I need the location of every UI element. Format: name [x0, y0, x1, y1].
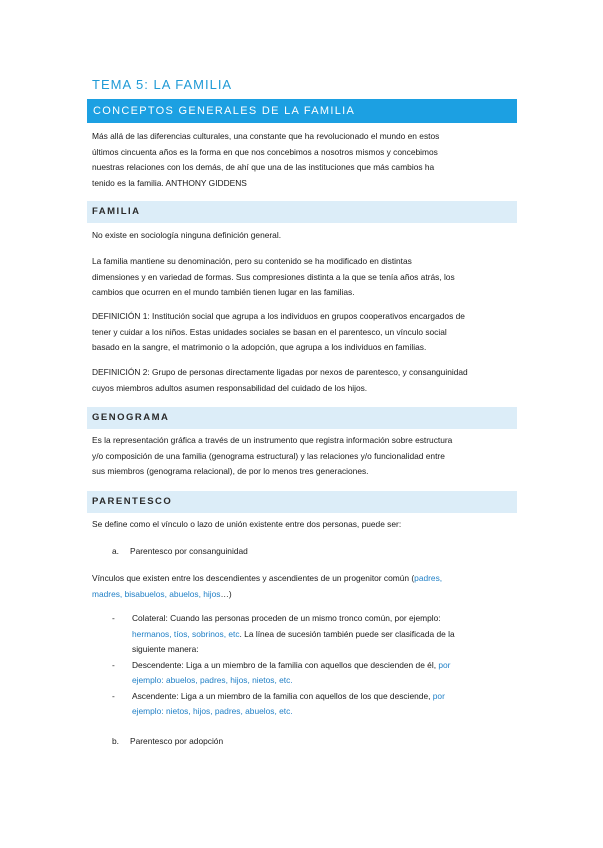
text-segment: …)	[220, 588, 232, 599]
text-line: tener y cuidar a los niños. Estas unidades sociales se basan en el parentesco, un vínculo social	[92, 326, 447, 337]
text-line: DEFINICIÓN 1: Institución social que agrupa a los individuos en grupos cooperativos encargados de	[92, 311, 465, 321]
text-line: dimensiones y en variedad de formas. Sus compresiones distinta a la que se tenía años atrás, los	[92, 271, 455, 282]
text-line	[132, 673, 512, 689]
highlighted-text: madres, bisabuelos, abuelos, hijos	[92, 588, 221, 599]
text-line: y/o composición de una familia (genograma estructural) y las relaciones y/o funcionalidad entre	[92, 450, 445, 461]
list-marker: b.	[112, 736, 119, 746]
text-line: nuestras relaciones con los demás, de ahí que una de las instituciones que más cambios ha	[92, 162, 435, 172]
bullet-dash: -	[112, 613, 115, 623]
section-heading-genograma: GENOGRAMA	[87, 407, 517, 429]
text-line: siguiente manera:	[132, 644, 199, 654]
vinculos-paragraph	[92, 571, 512, 602]
bullet-item-descendente	[112, 658, 512, 689]
text-line: cambios que ocurren en el mundo también tienen lugar en las familias.	[92, 287, 355, 297]
section-heading-parentesco: PARENTESCO	[87, 491, 517, 513]
section-heading-familia: FAMILIA	[87, 201, 517, 223]
genograma-paragraph	[92, 433, 512, 480]
intro-paragraph	[92, 129, 512, 191]
familia-p1	[92, 228, 512, 244]
text-line	[92, 571, 512, 587]
section-banner: CONCEPTOS GENERALES DE LA FAMILIA	[87, 99, 517, 123]
text-line	[92, 587, 512, 603]
text-segment: Descendente: Liga a un miembro de la familia con aquellos que descienden de él,	[132, 659, 439, 670]
bullet-item-colateral	[112, 611, 512, 658]
bullet-list	[112, 611, 512, 720]
text-line	[132, 704, 512, 720]
text-line: basado en la sangre, el matrimonio o la adopción, que agrupa a los individuos en familias.	[92, 342, 427, 352]
list-item-label: Parentesco por adopción	[130, 736, 224, 746]
bullet-item-ascendente	[112, 689, 512, 720]
highlighted-text: padres,	[414, 573, 443, 583]
text-line: tenido es la familia. ANTHONY GIDDENS	[92, 177, 247, 188]
text-line	[132, 627, 512, 643]
text-line: sus miembros (genograma relacional), de por lo menos tres generaciones.	[92, 466, 369, 476]
highlighted-text: hermanos, tíos, sobrinos, etc	[132, 628, 240, 639]
text-segment: Vínculos que existen entre los descendientes y ascendientes de un progenitor común (	[92, 573, 415, 583]
highlighted-text: por	[432, 690, 445, 701]
bullet-dash: -	[112, 690, 115, 701]
text-line: Colateral: Cuando las personas proceden de un mismo tronco común, por ejemplo:	[132, 613, 441, 623]
text-segment: Ascendente: Liga a un miembro de la familia con aquellos de los que desciende,	[132, 690, 433, 701]
text-line: cuyos miembros adultos asumen responsabilidad del cuidado de los hijos.	[92, 382, 368, 393]
bullet-dash: -	[112, 659, 115, 670]
list-item-label: Parentesco por consanguinidad	[130, 546, 248, 556]
definition-2	[92, 365, 512, 396]
list-item-a	[112, 544, 248, 559]
highlighted-text: ejemplo: nietos, hijos, padres, abuelos, etc.	[132, 706, 293, 716]
text-line: Se define como el vínculo o lazo de unión existente entre dos personas, puede ser:	[92, 519, 402, 529]
text-segment: . La línea de sucesión también puede ser clasificada de la	[239, 628, 455, 639]
text-line: Es la representación gráfica a través de un instrumento que registra información sobre estructura	[92, 435, 453, 445]
list-item-b	[112, 734, 223, 749]
text-line: No existe en sociología ninguna definición general.	[92, 230, 282, 240]
text-line: La familia mantiene su denominación, pero su contenido se ha modificado en distintas	[92, 256, 412, 266]
familia-p2	[92, 254, 512, 301]
text-line: DEFINICIÓN 2: Grupo de personas directamente ligadas por nexos de parentesco, y consanguinidad	[92, 367, 468, 377]
highlighted-text: por	[438, 659, 451, 670]
document-title: TEMA 5: LA FAMILIA	[92, 77, 233, 92]
parentesco-intro	[92, 517, 512, 533]
text-line: últimos cincuenta años es la forma en que nos concebimos a nosotros mismos y concebimos	[92, 146, 438, 157]
highlighted-text: ejemplo: abuelos, padres, hijos, nietos, etc.	[132, 675, 293, 685]
text-line	[132, 689, 512, 705]
text-line: Más allá de las diferencias culturales, una constante que ha revolucionado el mundo en estos	[92, 131, 440, 141]
definition-1	[92, 309, 512, 356]
list-marker: a.	[112, 546, 119, 556]
text-line	[132, 658, 512, 674]
